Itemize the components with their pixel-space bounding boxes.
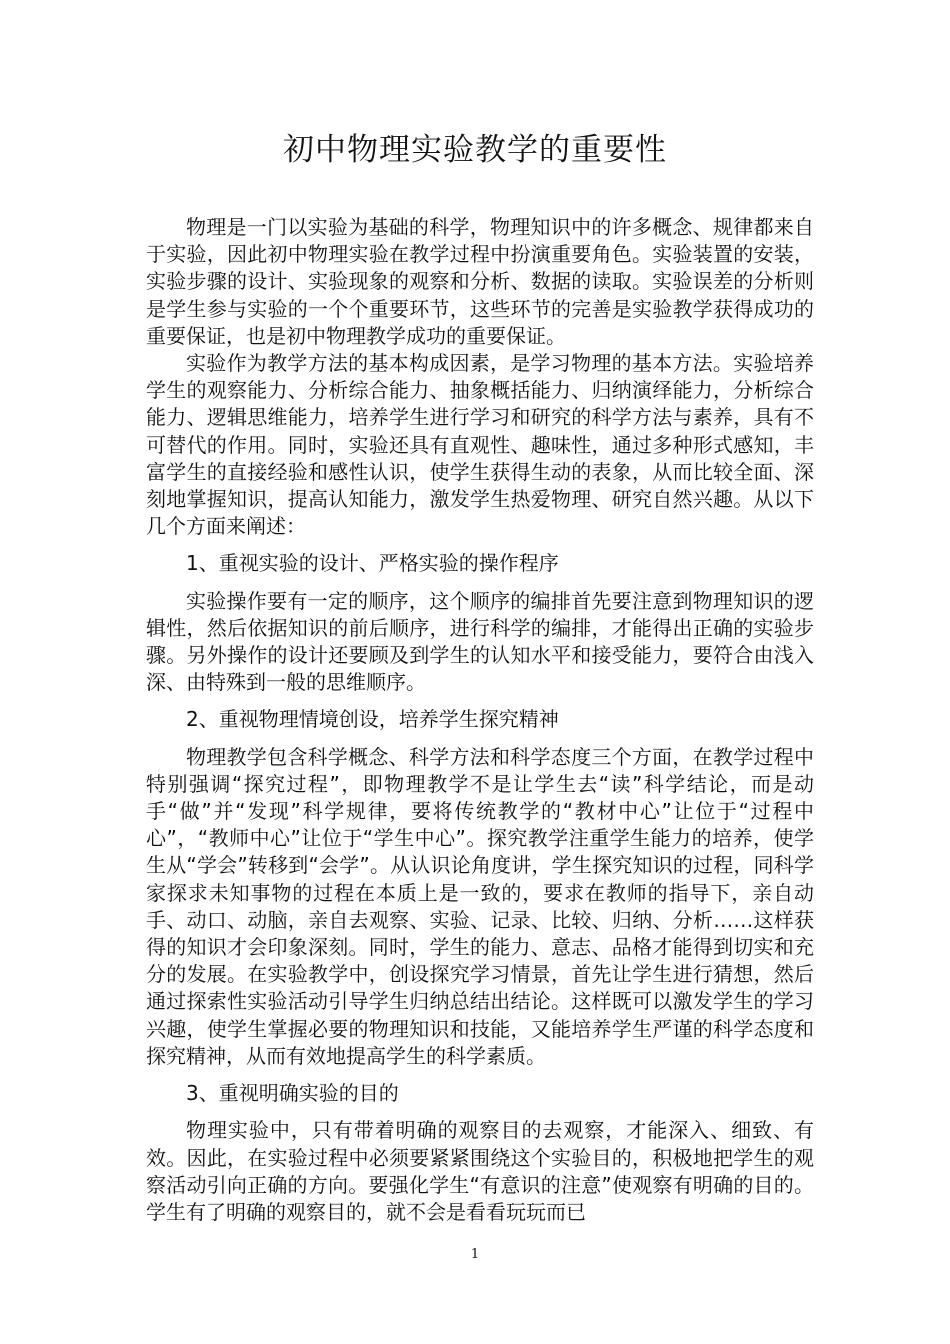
section-heading-1: 1、重视实验的设计、严格实验的操作程序 [186,551,559,576]
paragraph-method: 实验作为教学方法的基本构成因素，是学习物理的基本方法。实验培养学生的观察能力、分析综合能力、抽象概括能力、归纳演绎能力，分析综合能力、逻辑思维能力，培养学生进行学习和研究的科学方法与素养，具有不可替代的作用。同时，实验还具有直观性、趣味性，通过多种形式感知，丰富学生的直接经验和感性认识，使学生获得生动的表象，从而比较全面、深刻地掌握知识，提高认知能力，激发学生热爱物理、研究自然兴趣。从以下几个方面来阐述： [146,351,814,539]
section-heading-2: 2、重视物理情境创设，培养学生探究精神 [186,707,559,732]
section-text-1: 实验操作要有一定的顺序，这个顺序的编排首先要注意到物理知识的逻辑性，然后依据知识的前后顺序，进行科学的编排，才能得出正确的实验步骤。另外操作的设计还要顾及到学生的认知水平和接受能力，要符合由浅入深、由特殊到一般的思维顺序。 [146,588,814,695]
document-title: 初中物理实验教学的重要性 [283,132,667,168]
section-text-2: 物理教学包含科学概念、科学方法和科学态度三个方面，在教学过程中特别强调“探究过程”，即物理教学不是让学生去“读”科学结论，而是动手“做”并“发现”科学规律，要将传统教学的“教材中心”让位于“过程中心”，“教师中心”让位于“学生中心”。探究教学注重学生能力的培养，使学生从“学会”转移到“会学”。从认识论角度讲，学生探究知识的过程，同科学家探求未知事物的过程在本质上是一致的，要求在教师的指导下，亲自动手、动口、动脑，亲自去观察、实验、记录、比较、归纳、分析……这样获得的知识才会印象深刻。同时，学生的能力、意志、品格才能得到切实和充分的发展。在实验教学中，创设探究学习情景，首先让学生进行猜想，然后通过探索性实验活动引导学生归纳总结出结论。这样既可以激发学生的学习兴趣，使学生掌握必要的物理知识和技能，又能培养学生严谨的科学态度和探究精神，从而有效地提高学生的科学素质。 [146,744,814,1068]
section-heading-3: 3、重视明确实验的目的 [186,1081,399,1106]
document-body [146,214,814,1226]
section-text-3: 物理实验中，只有带着明确的观察目的去观察，才能深入、细致、有效。因此，在实验过程中必须要紧紧围绕这个实验目的，积极地把学生的观察活动引向正确的方向。要强化学生“有意识的注意”使观察有明确的目的。学生有了明确的观察目的，就不会是看看玩玩而已 [146,1118,814,1224]
paragraph-intro: 物理是一门以实验为基础的科学，物理知识中的许多概念、规律都来自于实验，因此初中物理实验在教学过程中扮演重要角色。实验装置的安装，实验步骤的设计、实验现象的观察和分析、数据的读取。实验误差的分析则是学生参与实验的一个个重要环节，这些环节的完善是实验教学获得成功的重要保证，也是初中物理教学成功的重要保证。 [146,215,814,348]
page-number: 1 [470,1247,480,1262]
